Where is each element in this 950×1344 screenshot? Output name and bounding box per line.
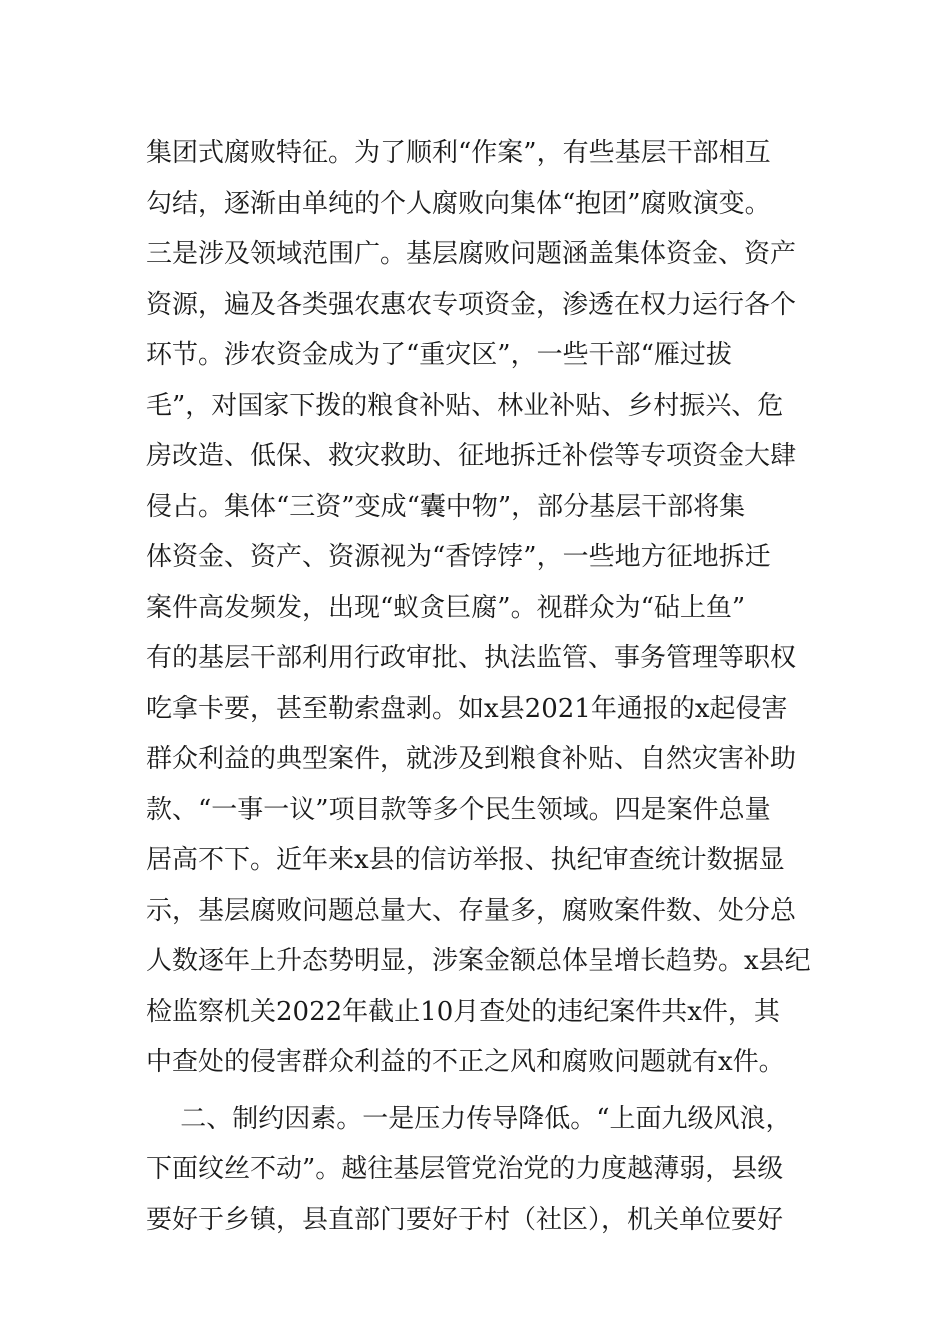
body-text	[146, 128, 826, 1245]
text-line: 吃拿卡要，甚至勒索盘剥。如x县2021年通报的x起侵害	[146, 693, 788, 724]
text-line: 款、“一事一议”项目款等多个民生领域。四是案件总量	[146, 794, 771, 825]
text-line: 居高不下。近年来x县的信访举报、执纪审查统计数据显	[146, 845, 785, 875]
text-line: 群众利益的典型案件，就涉及到粮食补贴、自然灾害补助	[146, 744, 797, 774]
text-line: 侵占。集体“三资”变成“囊中物”，部分基层干部将集	[146, 491, 746, 522]
text-line: 检监察机关2022年截止10月查处的违纪案件共x件，其	[146, 996, 780, 1027]
text-line: 勾结，逐渐由单纯的个人腐败向集体“抱团”腐败演变。	[146, 188, 771, 219]
text-line: 环节。涉农资金成为了“重灾区”，一些干部“雁过拔	[146, 340, 732, 370]
text-line: 中查处的侵害群众利益的不正之风和腐败问题就有x件。	[146, 1047, 785, 1077]
text-line: 案件高发频发，出现“蚁贪巨腐”。视群众为“砧上鱼”	[146, 592, 746, 623]
text-line: 示，基层腐败问题总量大、存量多，腐败案件数、处分总	[146, 895, 797, 926]
text-line: 房改造、低保、救灾救助、征地拆迁补偿等专项资金大肆	[146, 441, 797, 471]
text-line: 有的基层干部利用行政审批、执法监管、事务管理等职权	[146, 643, 797, 673]
text-line: 要好于乡镇，县直部门要好于村（社区），机关单位要好	[146, 1204, 784, 1235]
text-line: 资源，遍及各类强农惠农专项资金，渗透在权力运行各个	[146, 289, 797, 320]
text-line: 集团式腐败特征。为了顺利“作案”，有些基层干部相互	[146, 138, 771, 168]
text-line: 体资金、资产、资源视为“香饽饽”，一些地方征地拆迁	[146, 542, 771, 572]
text-line: 三是涉及领域范围广。基层腐败问题涵盖集体资金、资产	[146, 239, 797, 269]
text-line: 下面纹丝不动”。越往基层管党治党的力度越薄弱，县级	[146, 1154, 784, 1184]
text-line: 人数逐年上升态势明显，涉案金额总体呈增长趋势。x县纪	[146, 946, 811, 976]
text-line: 二、制约因素。一是压力传导降低。“上面九级风浪，	[146, 1103, 792, 1134]
text-line: 毛”，对国家下拨的粮食补贴、林业补贴、乡村振兴、危	[146, 390, 784, 421]
